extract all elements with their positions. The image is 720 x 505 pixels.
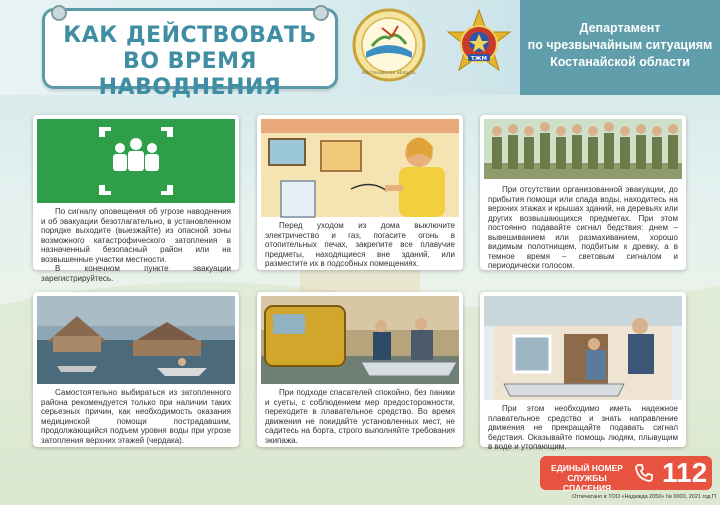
- print-footnote: Отпечатано в ТОО «Надежда 2050» № 0000, 2021 год П: [572, 494, 716, 500]
- region-emblem-text: Костанайская область: [362, 71, 416, 76]
- department-line-2: по чрезвычайным ситуациям: [527, 38, 713, 52]
- evacuation-assembly-icon: [37, 119, 235, 203]
- panel-paragraph: По сигналу оповещения об угрозе наводнения и об эвакуации безотлагательно, в установленном порядке выходите (выезжайте) из опасной зоны возможного катастрофического затопления в назначенный безопасный район или на возвышенные участки местности.: [41, 207, 231, 264]
- pin-icon: [51, 5, 67, 21]
- emergency-emblem-icon: [442, 8, 516, 82]
- panel-paragraph: Самостоятельно выбираться из затопленного района рекомендуется только при наличии таких серьезных причин, как необходимость оказания медицинской помощи пострадавшим, продолжающийся подъем уровня воды при угрозе затопления верхних этажей (чердака).: [41, 388, 231, 445]
- page-title: [45, 23, 335, 101]
- instruction-panel-distress-signal: [480, 115, 686, 270]
- instruction-panel-help-others: [480, 292, 686, 451]
- title-line-1: КАК ДЕЙСТВОВАТЬ: [63, 23, 317, 48]
- panel-paragraph: Перед уходом из дома выключите электричество и газ, погасите огонь в отопительных печах, закрепите все плавучие предметы, находящиеся вне зданий, или разместите их в подсобных помещениях.: [265, 221, 455, 268]
- switch-off-illustration: [261, 119, 459, 217]
- title-line-2: ВО ВРЕМЯ НАВОДНЕНИЯ: [98, 49, 282, 100]
- department-line-3: Костанайской области: [550, 55, 690, 69]
- panel-text: [488, 185, 678, 271]
- panel-paragraph: В конечном пункте эвакуации зарегистрируйтесь.: [41, 264, 231, 283]
- panel-paragraph: При подходе спасателей спокойно, без паники и суеты, с соблюдением мер предосторожности, переходите в плавательное средство. Во время движения не покидайте установленных мест, не садитесь на борта, строго выполняйте требования экипажа.: [265, 388, 455, 445]
- panel-paragraph: При отсутствии организованной эвакуации, до прибытия помощи или спада воды, находитесь на верхних этажах и крышах зданий, на деревьях или других возвышающихся предметах. При этом постоянно подавайте сигнал бедствия: днем – вывешиванием или размахиванием, хорошо видимым полотнищем, подбитым к древку, а в темное время – световым сигналом и периодически голосом.: [488, 185, 678, 270]
- panel-paragraph: При этом необходимо иметь надежное плавательное средство и знать направление движения не прекращайте подавать сигнал бедствия. Оказывайте помощь людям, плывущим в воде и утопающим.: [488, 404, 678, 451]
- instruction-panel-evacuation: [33, 115, 239, 283]
- hotline-number: 112: [662, 457, 708, 488]
- panel-text: [41, 207, 231, 283]
- hotline-label-line-2: СЛУЖБЫ СПАСЕНИЯ: [562, 473, 612, 493]
- flooded-houses-illustration: [37, 296, 235, 384]
- helping-people-illustration: [484, 296, 682, 400]
- emergency-hotline-badge: [540, 456, 712, 493]
- phone-icon: [634, 463, 654, 483]
- department-block: [520, 0, 720, 95]
- instruction-panel-self-evacuation: [33, 292, 239, 447]
- rescue-boat-illustration: [261, 296, 459, 384]
- title-card: [42, 8, 338, 100]
- instruction-panel-switch-off: [257, 115, 463, 270]
- department-line-1: Департамент: [579, 21, 661, 35]
- panel-text: [265, 221, 455, 269]
- evacuation-column-illustration: [484, 119, 682, 179]
- emergency-emblem-text: ТЖМ: [471, 56, 487, 62]
- panel-text: [265, 388, 455, 445]
- panel-text: [41, 388, 231, 445]
- instruction-panel-boarding: [257, 292, 463, 447]
- panel-text: [488, 404, 678, 452]
- pin-icon: [313, 5, 329, 21]
- region-emblem-icon: [352, 8, 426, 82]
- header: [0, 0, 720, 100]
- hotline-label: [548, 463, 626, 493]
- hotline-label-line-1: ЕДИНЫЙ НОМЕР: [551, 463, 623, 473]
